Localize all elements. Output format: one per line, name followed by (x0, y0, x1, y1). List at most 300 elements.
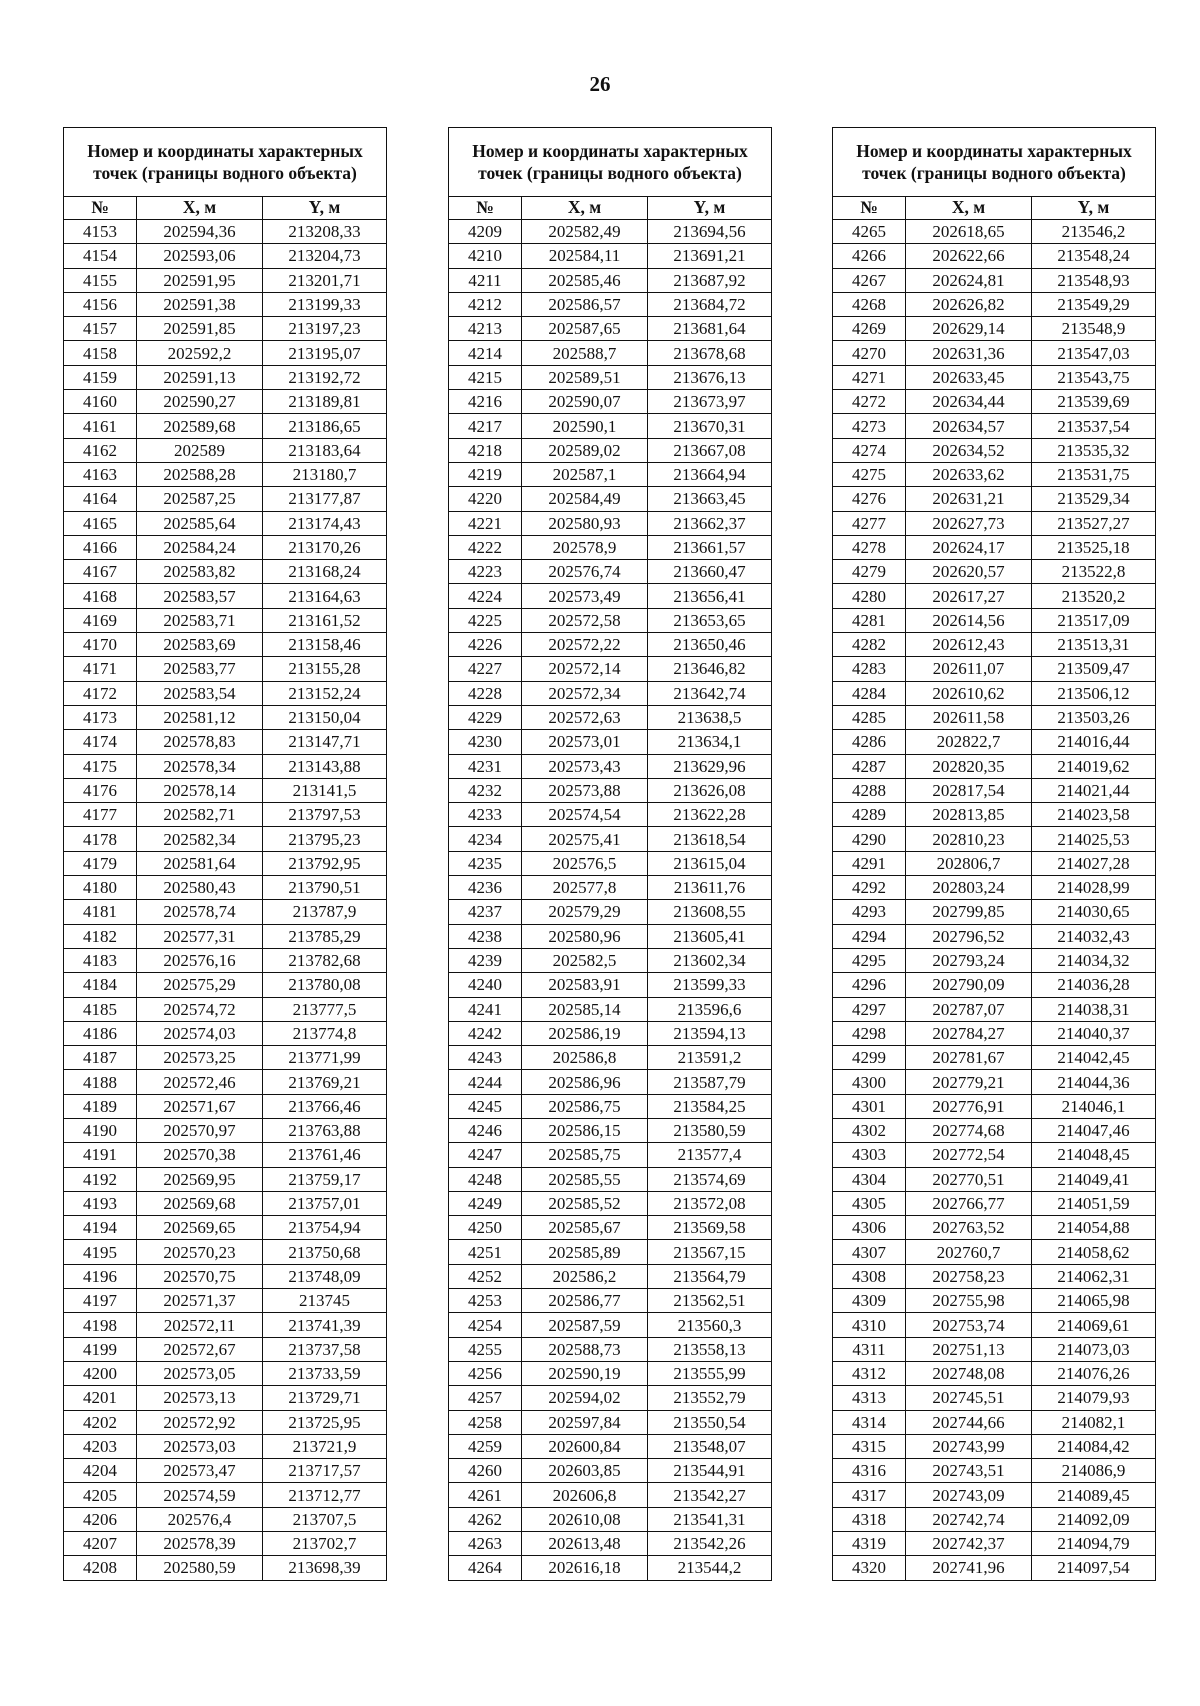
point-number: 4174 (64, 730, 137, 754)
point-number: 4213 (449, 317, 522, 341)
coordinate-x: 202586,8 (522, 1046, 648, 1070)
table-row (833, 1337, 1156, 1361)
coordinate-x: 202573,01 (522, 730, 648, 754)
point-number: 4247 (449, 1143, 522, 1167)
point-number: 4295 (833, 948, 906, 972)
coordinate-y: 213678,68 (648, 341, 772, 365)
coordinate-x: 202755,98 (906, 1289, 1032, 1313)
coordinate-y: 213771,99 (263, 1046, 387, 1070)
point-number: 4211 (449, 268, 522, 292)
coordinate-y: 214092,09 (1032, 1507, 1156, 1531)
coordinate-y: 213525,18 (1032, 535, 1156, 559)
point-number: 4203 (64, 1434, 137, 1458)
coordinate-y: 213180,7 (263, 462, 387, 486)
coordinate-y: 213653,65 (648, 608, 772, 632)
column-header-number: № (64, 197, 137, 220)
table-row (64, 365, 387, 389)
table-row (64, 462, 387, 486)
coordinate-y: 213544,2 (648, 1556, 772, 1580)
table-row (449, 317, 772, 341)
coordinate-x: 202588,73 (522, 1337, 648, 1361)
coordinate-x: 202580,93 (522, 511, 648, 535)
coordinate-x: 202799,85 (906, 900, 1032, 924)
table-row (833, 633, 1156, 657)
coordinate-x: 202817,54 (906, 778, 1032, 802)
table-row (833, 1532, 1156, 1556)
coordinate-x: 202590,07 (522, 390, 648, 414)
table-row (449, 924, 772, 948)
table-row (833, 487, 1156, 511)
coordinate-y: 213584,25 (648, 1094, 772, 1118)
coordinate-y: 213691,21 (648, 244, 772, 268)
coordinate-y: 213777,5 (263, 997, 387, 1021)
coordinate-y: 213150,04 (263, 705, 387, 729)
table-row (449, 1264, 772, 1288)
table-row (833, 1264, 1156, 1288)
point-number: 4158 (64, 341, 137, 365)
point-number: 4164 (64, 487, 137, 511)
coordinate-y: 213596,6 (648, 997, 772, 1021)
coordinate-x: 202573,03 (137, 1434, 263, 1458)
table-row (449, 608, 772, 632)
coordinate-y: 214086,9 (1032, 1459, 1156, 1483)
coordinate-y: 213761,46 (263, 1143, 387, 1167)
point-number: 4227 (449, 657, 522, 681)
table-row (64, 438, 387, 462)
coordinate-x: 202589,51 (522, 365, 648, 389)
point-number: 4187 (64, 1046, 137, 1070)
table-row (449, 657, 772, 681)
table-row (449, 1191, 772, 1215)
coordinate-x: 202586,2 (522, 1264, 648, 1288)
point-number: 4195 (64, 1240, 137, 1264)
coordinate-y: 213750,68 (263, 1240, 387, 1264)
point-number: 4222 (449, 535, 522, 559)
point-number: 4305 (833, 1191, 906, 1215)
coordinate-x: 202606,8 (522, 1483, 648, 1507)
point-number: 4253 (449, 1289, 522, 1313)
table-row (64, 1361, 387, 1385)
coordinate-y: 213712,77 (263, 1483, 387, 1507)
coordinate-x: 202573,13 (137, 1386, 263, 1410)
table-row (64, 1434, 387, 1458)
point-number: 4216 (449, 390, 522, 414)
coordinate-y: 213656,41 (648, 584, 772, 608)
point-number: 4163 (64, 462, 137, 486)
coordinate-x: 202627,73 (906, 511, 1032, 535)
table-row (449, 365, 772, 389)
table-row (833, 317, 1156, 341)
coordinate-x: 202590,1 (522, 414, 648, 438)
table-row (833, 851, 1156, 875)
point-number: 4277 (833, 511, 906, 535)
table-row (64, 414, 387, 438)
coordinate-x: 202590,19 (522, 1361, 648, 1385)
coordinate-y: 213780,08 (263, 973, 387, 997)
coordinate-x: 202624,81 (906, 268, 1032, 292)
coordinate-x: 202779,21 (906, 1070, 1032, 1094)
point-number: 4255 (449, 1337, 522, 1361)
point-number: 4161 (64, 414, 137, 438)
table-row (64, 973, 387, 997)
point-number: 4226 (449, 633, 522, 657)
coordinate-x: 202585,46 (522, 268, 648, 292)
table-row (833, 924, 1156, 948)
coordinate-x: 202784,27 (906, 1021, 1032, 1045)
point-number: 4252 (449, 1264, 522, 1288)
coordinate-y: 213547,03 (1032, 341, 1156, 365)
point-number: 4199 (64, 1337, 137, 1361)
table-row (449, 681, 772, 705)
coordinate-y: 213548,9 (1032, 317, 1156, 341)
table-row (64, 1386, 387, 1410)
point-number: 4251 (449, 1240, 522, 1264)
coordinate-x: 202589,02 (522, 438, 648, 462)
point-number: 4173 (64, 705, 137, 729)
coordinate-x: 202616,18 (522, 1556, 648, 1580)
point-number: 4240 (449, 973, 522, 997)
table-row (449, 244, 772, 268)
coordinate-y: 214019,62 (1032, 754, 1156, 778)
table-row (833, 462, 1156, 486)
point-number: 4201 (64, 1386, 137, 1410)
coordinate-x: 202569,65 (137, 1216, 263, 1240)
coordinate-y: 213199,33 (263, 292, 387, 316)
point-number: 4212 (449, 292, 522, 316)
point-number: 4311 (833, 1337, 906, 1361)
column-header-x: X, м (522, 197, 648, 220)
coordinate-x: 202585,89 (522, 1240, 648, 1264)
coordinate-y: 213161,52 (263, 608, 387, 632)
coordinate-x: 202583,82 (137, 560, 263, 584)
point-number: 4200 (64, 1361, 137, 1385)
point-number: 4297 (833, 997, 906, 1021)
point-number: 4287 (833, 754, 906, 778)
table-row (64, 317, 387, 341)
table-row (64, 827, 387, 851)
coordinate-x: 202587,65 (522, 317, 648, 341)
coordinate-x: 202585,75 (522, 1143, 648, 1167)
coordinate-y: 213143,88 (263, 754, 387, 778)
table-row (449, 341, 772, 365)
table-row (833, 1410, 1156, 1434)
coordinate-x: 202573,25 (137, 1046, 263, 1070)
point-number: 4181 (64, 900, 137, 924)
coordinate-y: 214054,88 (1032, 1216, 1156, 1240)
point-number: 4273 (833, 414, 906, 438)
coordinate-y: 214089,45 (1032, 1483, 1156, 1507)
table-row (449, 1386, 772, 1410)
table-row (833, 1434, 1156, 1458)
table-row (64, 1118, 387, 1142)
coordinate-y: 213548,93 (1032, 268, 1156, 292)
table-row (833, 1289, 1156, 1313)
table-row (833, 414, 1156, 438)
table-row (833, 973, 1156, 997)
table-row (64, 1046, 387, 1070)
table-row (449, 1167, 772, 1191)
coordinate-x: 202597,84 (522, 1410, 648, 1434)
coordinate-x: 202772,54 (906, 1143, 1032, 1167)
coordinate-x: 202583,77 (137, 657, 263, 681)
point-number: 4299 (833, 1046, 906, 1070)
coordinate-x: 202745,51 (906, 1386, 1032, 1410)
point-number: 4167 (64, 560, 137, 584)
coordinate-y: 214016,44 (1032, 730, 1156, 754)
point-number: 4294 (833, 924, 906, 948)
coordinate-y: 214079,93 (1032, 1386, 1156, 1410)
point-number: 4177 (64, 803, 137, 827)
coordinate-y: 214040,37 (1032, 1021, 1156, 1045)
table-row (833, 730, 1156, 754)
coordinate-x: 202570,97 (137, 1118, 263, 1142)
table-row (449, 1459, 772, 1483)
point-number: 4249 (449, 1191, 522, 1215)
coordinate-y: 213721,9 (263, 1434, 387, 1458)
table-row (833, 1361, 1156, 1385)
table-caption: Номер и координаты характерных точек (границы водного объекта) (64, 128, 387, 197)
coordinate-x: 202571,67 (137, 1094, 263, 1118)
coordinate-x: 202587,59 (522, 1313, 648, 1337)
point-number: 4197 (64, 1289, 137, 1313)
point-number: 4282 (833, 633, 906, 657)
coordinate-x: 202633,45 (906, 365, 1032, 389)
point-number: 4192 (64, 1167, 137, 1191)
point-number: 4285 (833, 705, 906, 729)
coordinate-y: 213186,65 (263, 414, 387, 438)
coordinate-x: 202626,82 (906, 292, 1032, 316)
coordinate-y: 213602,34 (648, 948, 772, 972)
table-row (833, 803, 1156, 827)
table-row (449, 1143, 772, 1167)
coordinate-y: 213611,76 (648, 876, 772, 900)
coordinate-x: 202586,19 (522, 1021, 648, 1045)
point-number: 4196 (64, 1264, 137, 1288)
coordinate-x: 202582,71 (137, 803, 263, 827)
table-row (833, 1216, 1156, 1240)
point-number: 4318 (833, 1507, 906, 1531)
table-row (833, 268, 1156, 292)
table-row (64, 924, 387, 948)
coordinate-y: 213204,73 (263, 244, 387, 268)
coordinate-x: 202618,65 (906, 220, 1032, 244)
table-row (449, 876, 772, 900)
coordinate-y: 213754,94 (263, 1216, 387, 1240)
coordinate-x: 202585,64 (137, 511, 263, 535)
coordinate-x: 202582,34 (137, 827, 263, 851)
point-number: 4220 (449, 487, 522, 511)
table-row (833, 1167, 1156, 1191)
point-number: 4171 (64, 657, 137, 681)
table-row (449, 1289, 772, 1313)
coordinate-x: 202781,67 (906, 1046, 1032, 1070)
coordinate-x: 202634,44 (906, 390, 1032, 414)
coordinate-x: 202751,13 (906, 1337, 1032, 1361)
coordinate-y: 213539,69 (1032, 390, 1156, 414)
point-number: 4242 (449, 1021, 522, 1045)
coordinate-y: 213506,12 (1032, 681, 1156, 705)
coordinate-x: 202583,71 (137, 608, 263, 632)
coordinate-x: 202573,88 (522, 778, 648, 802)
point-number: 4290 (833, 827, 906, 851)
coordinate-y: 213664,94 (648, 462, 772, 486)
table-row (64, 1289, 387, 1313)
coordinate-y: 213520,2 (1032, 584, 1156, 608)
point-number: 4217 (449, 414, 522, 438)
coordinate-x: 202591,13 (137, 365, 263, 389)
coordinate-x: 202578,74 (137, 900, 263, 924)
table-row (449, 511, 772, 535)
coordinate-y: 214025,53 (1032, 827, 1156, 851)
point-number: 4288 (833, 778, 906, 802)
coordinate-x: 202610,62 (906, 681, 1032, 705)
coordinate-y: 214084,42 (1032, 1434, 1156, 1458)
point-number: 4315 (833, 1434, 906, 1458)
point-number: 4170 (64, 633, 137, 657)
point-number: 4228 (449, 681, 522, 705)
coordinate-y: 213662,37 (648, 511, 772, 535)
coordinate-y: 214032,43 (1032, 924, 1156, 948)
point-number: 4258 (449, 1410, 522, 1434)
coordinate-y: 213550,54 (648, 1410, 772, 1434)
point-number: 4202 (64, 1410, 137, 1434)
coordinate-x: 202620,57 (906, 560, 1032, 584)
table-row (449, 1070, 772, 1094)
coordinate-x: 202573,05 (137, 1361, 263, 1385)
coordinate-y: 213543,75 (1032, 365, 1156, 389)
coordinate-x: 202591,95 (137, 268, 263, 292)
coordinate-x: 202611,07 (906, 657, 1032, 681)
table-row (833, 438, 1156, 462)
table-row (449, 1337, 772, 1361)
point-number: 4276 (833, 487, 906, 511)
table-row (449, 1094, 772, 1118)
point-number: 4259 (449, 1434, 522, 1458)
column-header-number: № (833, 197, 906, 220)
point-number: 4157 (64, 317, 137, 341)
point-number: 4302 (833, 1118, 906, 1142)
coordinate-y: 213790,51 (263, 876, 387, 900)
coordinate-x: 202572,22 (522, 633, 648, 657)
coordinate-y: 213608,55 (648, 900, 772, 924)
coordinate-x: 202570,23 (137, 1240, 263, 1264)
coordinate-x: 202585,14 (522, 997, 648, 1021)
point-number: 4236 (449, 876, 522, 900)
coordinate-y: 213774,8 (263, 1021, 387, 1045)
point-number: 4271 (833, 365, 906, 389)
coordinate-x: 202583,69 (137, 633, 263, 657)
table-row (449, 1118, 772, 1142)
point-number: 4221 (449, 511, 522, 535)
table-row (449, 1216, 772, 1240)
point-number: 4267 (833, 268, 906, 292)
coordinate-x: 202589,68 (137, 414, 263, 438)
coordinate-x: 202790,09 (906, 973, 1032, 997)
table-row (833, 1118, 1156, 1142)
coordinate-x: 202585,67 (522, 1216, 648, 1240)
coordinate-y: 213638,5 (648, 705, 772, 729)
coordinate-y: 213741,39 (263, 1313, 387, 1337)
point-number: 4168 (64, 584, 137, 608)
coordinate-y: 214069,61 (1032, 1313, 1156, 1337)
coordinate-y: 214058,62 (1032, 1240, 1156, 1264)
point-number: 4229 (449, 705, 522, 729)
point-number: 4312 (833, 1361, 906, 1385)
coordinate-x: 202577,8 (522, 876, 648, 900)
point-number: 4153 (64, 220, 137, 244)
table-row (449, 414, 772, 438)
point-number: 4214 (449, 341, 522, 365)
point-number: 4233 (449, 803, 522, 827)
table-row (833, 1046, 1156, 1070)
coordinate-y: 213766,46 (263, 1094, 387, 1118)
table-row (64, 341, 387, 365)
coordinate-x: 202577,31 (137, 924, 263, 948)
coordinate-y: 213201,71 (263, 268, 387, 292)
table-row (449, 292, 772, 316)
table-row (449, 1532, 772, 1556)
coordinate-x: 202742,37 (906, 1532, 1032, 1556)
coordinate-x: 202585,52 (522, 1191, 648, 1215)
table-row (449, 462, 772, 486)
coordinate-x: 202634,52 (906, 438, 1032, 462)
point-number: 4278 (833, 535, 906, 559)
coordinate-y: 214046,1 (1032, 1094, 1156, 1118)
coordinate-x: 202760,7 (906, 1240, 1032, 1264)
point-number: 4265 (833, 220, 906, 244)
coordinate-y: 213605,41 (648, 924, 772, 948)
point-number: 4280 (833, 584, 906, 608)
coordinate-x: 202590,27 (137, 390, 263, 414)
coordinate-y: 213548,24 (1032, 244, 1156, 268)
coordinate-y: 213599,33 (648, 973, 772, 997)
coordinate-x: 202592,2 (137, 341, 263, 365)
coordinate-x: 202774,68 (906, 1118, 1032, 1142)
point-number: 4223 (449, 560, 522, 584)
coordinate-y: 213577,4 (648, 1143, 772, 1167)
table-row (449, 754, 772, 778)
point-number: 4307 (833, 1240, 906, 1264)
point-number: 4262 (449, 1507, 522, 1531)
point-number: 4160 (64, 390, 137, 414)
coordinate-y: 214082,1 (1032, 1410, 1156, 1434)
table-row (833, 511, 1156, 535)
table-row (449, 948, 772, 972)
table-row (64, 244, 387, 268)
coordinate-y: 213737,58 (263, 1337, 387, 1361)
coordinate-x: 202586,77 (522, 1289, 648, 1313)
point-number: 4246 (449, 1118, 522, 1142)
table-row (449, 1507, 772, 1531)
table-row (64, 1507, 387, 1531)
coordinate-x: 202603,85 (522, 1459, 648, 1483)
point-number: 4256 (449, 1361, 522, 1385)
coordinate-y: 213208,33 (263, 220, 387, 244)
coordinate-y: 213757,01 (263, 1191, 387, 1215)
table-row (833, 220, 1156, 244)
coordinate-x: 202631,21 (906, 487, 1032, 511)
table-row (833, 657, 1156, 681)
coordinate-x: 202582,49 (522, 220, 648, 244)
table-row (833, 244, 1156, 268)
table-row (449, 803, 772, 827)
column-header-y: Y, м (263, 197, 387, 220)
table-row (449, 438, 772, 462)
column-header-x: X, м (137, 197, 263, 220)
coordinate-x: 202613,48 (522, 1532, 648, 1556)
coordinate-x: 202569,68 (137, 1191, 263, 1215)
table-row (833, 1240, 1156, 1264)
